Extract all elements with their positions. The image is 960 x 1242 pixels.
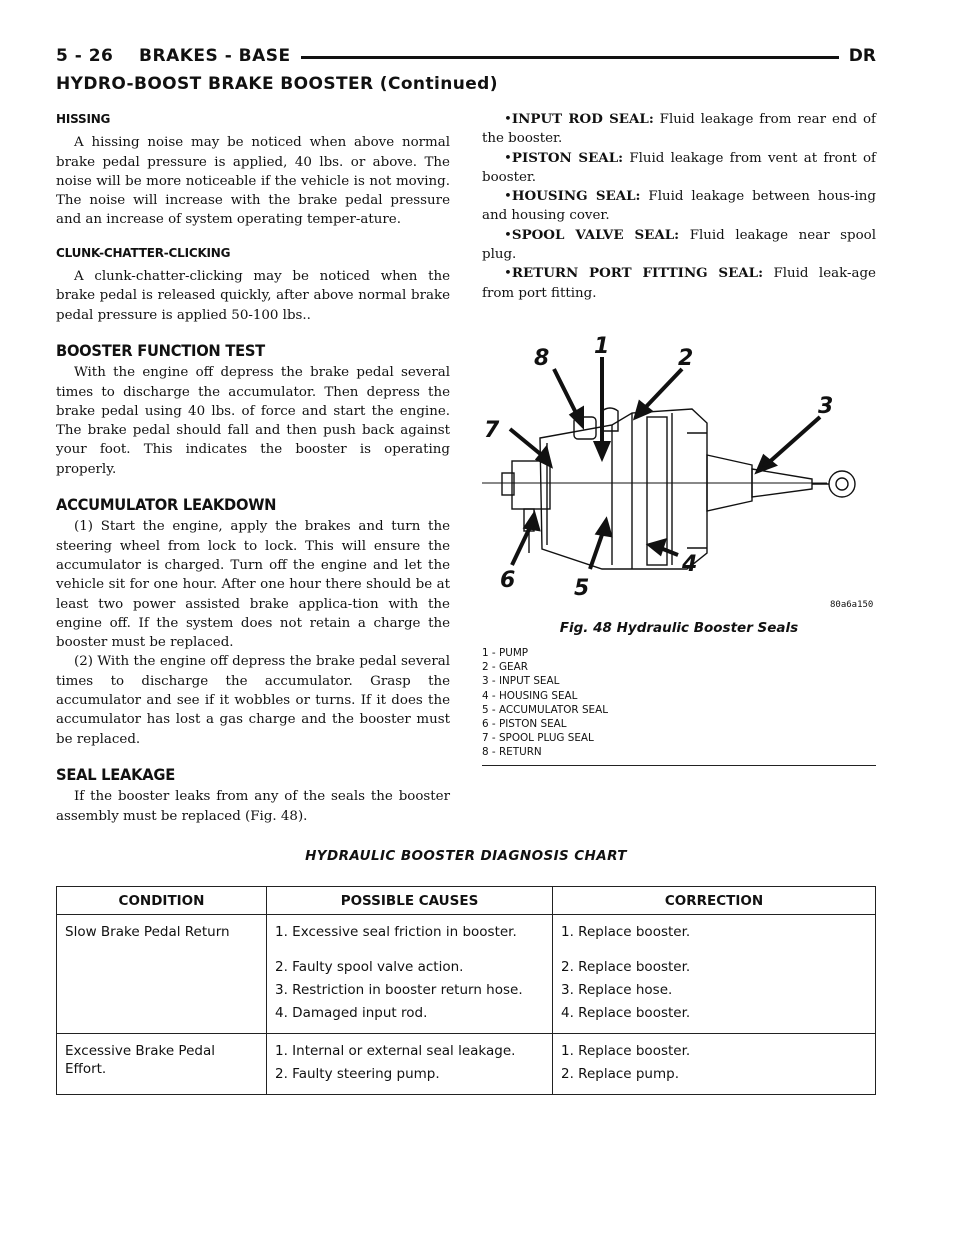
legend-item: 5 - ACCUMULATOR SEAL (482, 703, 609, 716)
function-test-text: With the engine off depress the brake pedal several times to discharge the accumulator. Then depress the brake pedal using 40 lbs. of force and start the engine. The brake pedal should fall and then push back against your foot. This indicates the booster is operating properly. (56, 365, 450, 477)
hissing-heading: HISSING (56, 112, 111, 126)
callout-8: 8 (534, 345, 550, 371)
condition-cell: Excessive Brake Pedal Effort. (65, 1043, 215, 1077)
figure-image-code: 80a6a150 (830, 599, 874, 610)
bullet-text: Fluid leak-age from port fitting. (482, 266, 876, 301)
diagnosis-table (56, 886, 876, 1095)
correction-item: 3. Replace hose. (561, 982, 673, 998)
table-header-row (57, 887, 876, 915)
bullet-text: Fluid leakage from rear end of the booster. (482, 112, 876, 147)
legend-item: 4 - HOUSING SEAL (482, 689, 578, 702)
bullet-input-rod-seal (482, 110, 876, 149)
correction-item: 1. Replace booster. (561, 1043, 691, 1059)
legend-item: 2 - GEAR (482, 661, 528, 674)
correction-item: 2. Replace booster. (561, 959, 691, 975)
leakdown-step-1: (1) Start the engine, apply the brakes and turn the steering wheel from lock to lock. This will ensure the accumulator is charged. Turn off the engine and let the vehicle sit for one hour. After one hour there should be at least two power assisted brake applica-tion with the engine off. If the system does not retain a charge the booster must be replaced. (56, 519, 450, 651)
table-row (57, 915, 876, 1034)
figure-legend (482, 646, 876, 766)
callout-6: 6 (500, 567, 516, 593)
clunk-text: A clunk-chatter-clicking may be noticed when the brake pedal is released quickly, after above normal brake pedal pressure is applied 50-100 lbs.. (56, 269, 450, 323)
bullet-text: Fluid leakage from vent at front of booster. (482, 150, 877, 185)
booster-illustration (482, 313, 876, 613)
bullet-icon: • (504, 112, 512, 127)
bullet-spool-valve-seal (482, 226, 876, 265)
bullet-housing-seal (482, 187, 876, 226)
header-causes: POSSIBLE CAUSES (267, 887, 553, 915)
bullet-icon: • (504, 266, 512, 282)
leakdown-heading: ACCUMULATOR LEAKDOWN (56, 495, 277, 515)
hissing-text: A hissing noise may be noticed when above normal brake pedal pressure is applied, 40 lbs. or above. The noise will be more noticeable if the vehicle is not moving. The noise will increase with the brake pedal pressure and an increase of system operating temper-ature. (56, 135, 450, 228)
correction-item: 4. Replace booster. (561, 1005, 691, 1021)
callout-2: 2 (678, 345, 694, 371)
model-code: DR (839, 46, 876, 66)
diagnosis-chart-title: HYDRAULIC BOOSTER DIAGNOSIS CHART (305, 848, 627, 864)
header-correction: CORRECTION (553, 887, 876, 915)
legend-item: 1 - PUMP (482, 647, 529, 660)
cause-item: 3. Restriction in booster return hose. (275, 982, 523, 998)
function-test-heading: BOOSTER FUNCTION TEST (56, 340, 265, 360)
correction-item: 1. Replace booster. (561, 924, 691, 940)
callout-4: 4 (682, 551, 698, 577)
bullet-text: Fluid leakage between hous-ing and housing cover. (482, 189, 877, 224)
callout-7: 7 (484, 417, 500, 443)
right-column (482, 110, 876, 766)
cause-item: 4. Damaged input rod. (275, 1005, 428, 1021)
cause-item: 2. Faulty steering pump. (275, 1066, 440, 1082)
cause-item: 1. Internal or external seal leakage. (275, 1043, 516, 1059)
callout-3: 3 (818, 393, 834, 419)
seal-leakage-heading: SEAL LEAKAGE (56, 764, 176, 784)
bullet-piston-seal (482, 149, 876, 188)
legend-item: 6 - PISTON SEAL (482, 717, 567, 730)
legend-item: 7 - SPOOL PLUG SEAL (482, 731, 594, 744)
bullet-return-port-seal (482, 264, 876, 303)
bullet-label: HOUSING SEAL: (511, 188, 641, 205)
left-column (56, 110, 450, 826)
continued-title: HYDRO-BOOST BRAKE BOOSTER (Continued) (56, 74, 498, 94)
clunk-heading: CLUNK-CHATTER-CLICKING (56, 245, 231, 260)
bullet-icon: • (504, 189, 512, 205)
header-condition: CONDITION (57, 887, 267, 915)
legend-item: 8 - RETURN (482, 745, 542, 758)
correction-item: 2. Replace pump. (561, 1066, 679, 1082)
bullet-text: Fluid leakage near spool plug. (482, 227, 877, 263)
bullet-icon: • (504, 150, 512, 166)
callout-5: 5 (574, 575, 590, 601)
bullet-label: INPUT ROD SEAL: (511, 111, 654, 127)
booster-seals-figure (482, 313, 876, 613)
bullet-label: RETURN PORT FITTING SEAL: (511, 265, 764, 282)
callout-1: 1 (594, 333, 610, 359)
condition-cell: Slow Brake Pedal Return (65, 924, 230, 940)
leakdown-step-2: (2) With the engine off depress the brake pedal several times to discharge the accumulator. Grasp the accumulator and see if it wobbles or turns. If it does the accumulator has lost a gas charge and the booster must be replaced. (56, 654, 450, 747)
table-row (57, 1034, 876, 1095)
page-header (56, 42, 876, 72)
bullet-icon: • (504, 227, 512, 243)
cause-item: 2. Faulty spool valve action. (275, 959, 464, 975)
page-section-label: 5 - 26 BRAKES - BASE (56, 46, 301, 66)
cause-item: 1. Excessive seal friction in booster. (275, 924, 517, 940)
bullet-label: SPOOL VALVE SEAL: (511, 226, 680, 243)
figure-caption: Fig. 48 Hydraulic Booster Seals (559, 619, 799, 636)
seal-leakage-text: If the booster leaks from any of the seals the booster assembly must be replaced (Fig. 48). (56, 789, 450, 824)
legend-item: 3 - INPUT SEAL (482, 675, 560, 688)
bullet-label: PISTON SEAL: (511, 149, 624, 166)
